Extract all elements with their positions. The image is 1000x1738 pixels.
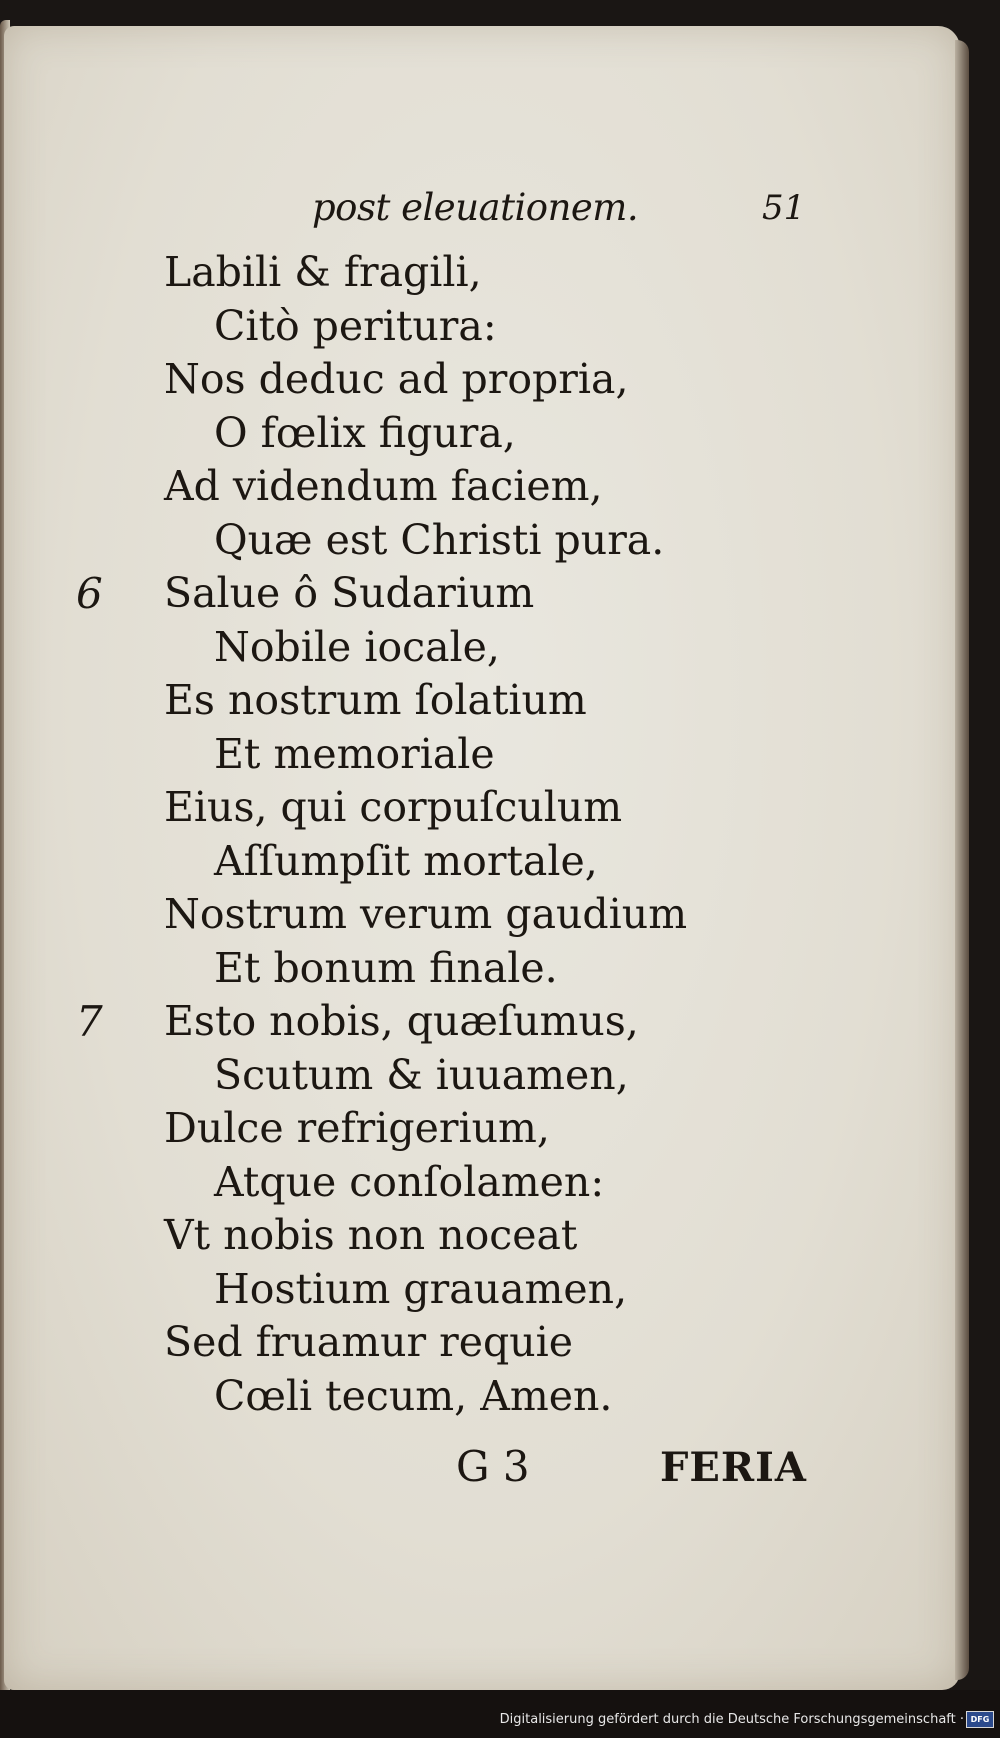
verse-line	[4, 514, 960, 568]
stanza-number: 6	[76, 569, 103, 618]
book-page	[4, 26, 960, 1690]
verse-line	[4, 888, 960, 942]
verse-text: Et memoriale	[214, 729, 495, 778]
verse-text: Nobile iocale,	[214, 622, 500, 671]
verse-text: Ad videndum faciem,	[164, 462, 603, 510]
verse-line	[4, 460, 960, 514]
verse-block	[4, 246, 960, 1423]
verse-line	[4, 942, 960, 996]
verse-line	[4, 1102, 960, 1156]
verse-text: Salue ô Sudarium	[164, 569, 535, 617]
verse-line	[4, 407, 960, 461]
verse-line	[4, 621, 960, 675]
catchword: FERIA	[660, 1444, 807, 1491]
verse-text: Es nostrum ſolatium	[164, 676, 587, 724]
verse-line	[4, 567, 960, 621]
dfg-logo: DFG	[966, 1711, 994, 1728]
verse-line	[4, 835, 960, 889]
verse-line	[4, 728, 960, 782]
running-head: post eleuationem.	[312, 186, 639, 229]
verse-text: Nos deduc ad propria,	[164, 355, 629, 403]
footer-credit: Digitalisierung gefördert durch die Deutsche Forschungsgemeinschaft ·	[499, 1712, 964, 1727]
verse-text: Esto nobis, quæſumus,	[164, 997, 639, 1045]
verse-text: Citò peritura:	[214, 301, 497, 350]
verse-text: Labili & fragili,	[164, 248, 482, 296]
verse-text: Cœli tecum, Amen.	[214, 1371, 613, 1420]
verse-line	[4, 674, 960, 728]
verse-text: Hostium grauamen,	[214, 1264, 628, 1313]
page-right-edge	[955, 40, 969, 1680]
stanza-number: 7	[76, 997, 103, 1046]
signature-mark: G 3	[456, 1442, 530, 1491]
verse-line	[4, 1370, 960, 1424]
verse-line	[4, 1263, 960, 1317]
verse-text: O fœlix figura,	[214, 408, 516, 457]
verse-line	[4, 995, 960, 1049]
verse-text: Scutum & iuuamen,	[214, 1050, 629, 1099]
verse-line	[4, 1316, 960, 1370]
verse-line	[4, 246, 960, 300]
verse-line	[4, 781, 960, 835]
page-number: 51	[762, 188, 806, 228]
verse-text: Atque conſolamen:	[214, 1157, 605, 1206]
verse-text: Et bonum finale.	[214, 943, 558, 992]
verse-line	[4, 1156, 960, 1210]
verse-line	[4, 1049, 960, 1103]
verse-text: Sed fruamur requie	[164, 1318, 574, 1366]
verse-text: Quæ est Christi pura.	[214, 515, 665, 564]
verse-text: Dulce refrigerium,	[164, 1104, 550, 1152]
verse-line	[4, 300, 960, 354]
verse-line	[4, 353, 960, 407]
verse-line	[4, 1209, 960, 1263]
verse-text: Nostrum verum gaudium	[164, 890, 688, 938]
verse-text: Aſſumpſit mortale,	[214, 836, 598, 885]
verse-text: Eius, qui corpuſculum	[164, 783, 623, 831]
verse-text: Vt nobis non noceat	[164, 1211, 578, 1259]
